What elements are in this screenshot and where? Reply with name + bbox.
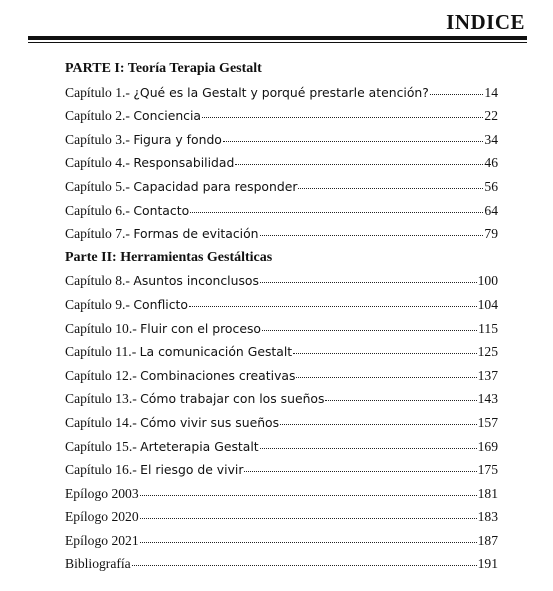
section-heading: Parte II: Herramientas Gestálticas	[65, 249, 273, 265]
toc-entry[interactable]	[65, 317, 498, 341]
toc-entry-label	[65, 364, 295, 388]
toc-entry-title: La comunicación Gestalt	[139, 344, 293, 360]
toc-entry[interactable]	[65, 411, 498, 435]
table-of-contents	[65, 57, 498, 576]
toc-entry-title: Capacidad para responder	[133, 178, 298, 194]
toc-entry-title: Cómo vivir sus sueños	[140, 414, 280, 430]
toc-entry[interactable]	[65, 529, 498, 553]
toc-entry-title: ¿Qué es la Gestalt y porqué prestarle atención?	[133, 84, 429, 100]
toc-entry-page-number: 191	[477, 556, 498, 572]
toc-entry[interactable]	[65, 293, 498, 317]
toc-entry-prefix: Capítulo 6.-	[65, 202, 130, 218]
toc-entry[interactable]	[65, 552, 498, 576]
toc-entry[interactable]	[65, 435, 498, 459]
toc-entry-prefix: Capítulo 13.-	[65, 391, 137, 407]
dot-leader	[260, 224, 484, 238]
dot-leader	[244, 460, 476, 474]
toc-entry-page-number: 183	[477, 509, 498, 525]
toc-entry-prefix: Capítulo 8.-	[65, 273, 130, 289]
toc-entry-page-number: 22	[484, 108, 498, 124]
toc-entry-page-number: 175	[477, 462, 498, 478]
dot-leader	[280, 413, 477, 427]
toc-entry-prefix: Capítulo 12.-	[65, 367, 137, 383]
toc-entry[interactable]	[65, 151, 498, 175]
toc-entry-page-number: 14	[484, 84, 498, 100]
toc-entry-title: Contacto	[133, 202, 190, 218]
toc-entry-label	[65, 387, 324, 411]
toc-entry-page-number: 34	[484, 131, 498, 147]
toc-entry-page-number: 56	[484, 178, 498, 194]
toc-entry[interactable]	[65, 458, 498, 482]
dot-leader	[132, 554, 477, 568]
toc-entry[interactable]	[65, 482, 498, 506]
toc-entry-page-number: 46	[484, 155, 498, 171]
toc-entry[interactable]	[65, 340, 498, 364]
toc-entry-page-number: 169	[477, 438, 498, 454]
toc-entry-title: Arteterapia Gestalt	[140, 438, 259, 454]
dot-leader	[260, 437, 477, 451]
toc-entry-prefix: Capítulo 11.-	[65, 344, 137, 360]
toc-entry-prefix: Capítulo 15.-	[65, 438, 137, 454]
toc-entry-prefix: Capítulo 3.-	[65, 131, 130, 147]
header-rule-thin	[28, 42, 527, 43]
toc-entry-prefix: Capítulo 9.-	[65, 296, 130, 312]
dot-leader	[223, 130, 484, 144]
toc-entry-page-number: 104	[477, 296, 498, 312]
toc-entry[interactable]	[65, 387, 498, 411]
toc-entry-label	[65, 151, 234, 175]
toc-entry-title: Combinaciones creativas	[140, 367, 296, 383]
toc-entry-title: Conflicto	[133, 296, 188, 312]
header-rule-thick	[28, 36, 527, 40]
toc-entry[interactable]	[65, 128, 498, 152]
dot-leader	[260, 271, 477, 285]
toc-entry-label	[65, 435, 259, 459]
toc-entry-prefix: Capítulo 7.-	[65, 226, 130, 242]
toc-entry-prefix: Capítulo 10.-	[65, 320, 137, 336]
toc-entry-label	[65, 411, 279, 435]
toc-entry-label	[65, 458, 243, 482]
section-heading: PARTE I: Teoría Terapia Gestalt	[65, 61, 262, 76]
toc-entry-title: Formas de evitación	[133, 226, 259, 242]
toc-entry-page-number: 79	[484, 226, 498, 242]
toc-entry-title: Cómo trabajar con los sueños	[140, 391, 325, 407]
dot-leader	[262, 319, 477, 333]
dot-leader	[298, 177, 483, 191]
toc-entry-prefix: Capítulo 4.-	[65, 155, 130, 171]
dot-leader	[293, 342, 476, 356]
toc-entry-page-number: 137	[477, 367, 498, 383]
toc-entry-page-number: 125	[477, 344, 498, 360]
toc-entry[interactable]	[65, 505, 498, 529]
toc-entry-prefix: Capítulo 14.-	[65, 414, 137, 430]
toc-entry-prefix: Epílogo 2003	[65, 485, 139, 501]
toc-entry-title: Responsabilidad	[133, 155, 235, 171]
toc-entry-title: Figura y fondo	[133, 131, 222, 147]
dot-leader	[140, 484, 477, 498]
toc-entry-label	[65, 317, 261, 341]
toc-entry-prefix: Epílogo 2020	[65, 509, 139, 525]
dot-leader	[296, 366, 476, 380]
toc-entry-prefix: Capítulo 2.-	[65, 108, 130, 124]
toc-entry-prefix: Epílogo 2021	[65, 532, 139, 548]
dot-leader	[140, 507, 477, 521]
toc-entry[interactable]	[65, 199, 498, 223]
toc-entry-page-number: 143	[477, 391, 498, 407]
toc-entry-page-number: 64	[484, 202, 498, 218]
page-title: INDICE	[446, 10, 525, 34]
toc-entry-prefix: Capítulo 1.-	[65, 84, 130, 100]
toc-entry-page-number: 187	[477, 532, 498, 548]
dot-leader	[202, 106, 483, 120]
toc-entry-prefix: Capítulo 5.-	[65, 178, 130, 194]
toc-entry-page-number: 157	[477, 414, 498, 430]
toc-entry[interactable]	[65, 104, 498, 128]
toc-entry-title: El riesgo de vivir	[140, 462, 244, 478]
toc-entry-label	[65, 222, 259, 246]
toc-entry-label	[65, 175, 297, 199]
toc-entry-label	[65, 529, 139, 553]
toc-entry-label	[65, 269, 259, 293]
toc-entry-prefix: Bibliografía	[65, 556, 131, 572]
dot-leader	[140, 531, 477, 545]
dot-leader	[189, 295, 477, 309]
toc-entry[interactable]	[65, 269, 498, 293]
toc-entry[interactable]	[65, 175, 498, 199]
dot-leader	[190, 201, 483, 215]
toc-entry-label	[65, 505, 139, 529]
dot-leader	[325, 389, 476, 403]
toc-entry-label	[65, 552, 131, 576]
toc-entry[interactable]	[65, 222, 498, 246]
toc-entry-label	[65, 128, 222, 152]
toc-entry[interactable]	[65, 364, 498, 388]
toc-entry-label	[65, 482, 139, 506]
toc-entry[interactable]	[65, 81, 498, 105]
dot-leader	[430, 83, 484, 97]
toc-entry-page-number: 100	[477, 273, 498, 289]
toc-entry-label	[65, 293, 188, 317]
dot-leader	[235, 153, 483, 167]
toc-entry-prefix: Capítulo 16.-	[65, 462, 137, 478]
toc-entry-label	[65, 81, 429, 105]
toc-entry-page-number: 181	[477, 485, 498, 501]
toc-entry-label	[65, 104, 201, 128]
toc-entry-label	[65, 199, 189, 223]
toc-entry-page-number: 115	[478, 320, 498, 336]
toc-entry-title: Fluir con el proceso	[140, 320, 261, 336]
toc-entry-title: Conciencia	[133, 108, 202, 124]
toc-entry-label	[65, 340, 292, 364]
toc-entry-title: Asuntos inconclusos	[133, 273, 259, 289]
